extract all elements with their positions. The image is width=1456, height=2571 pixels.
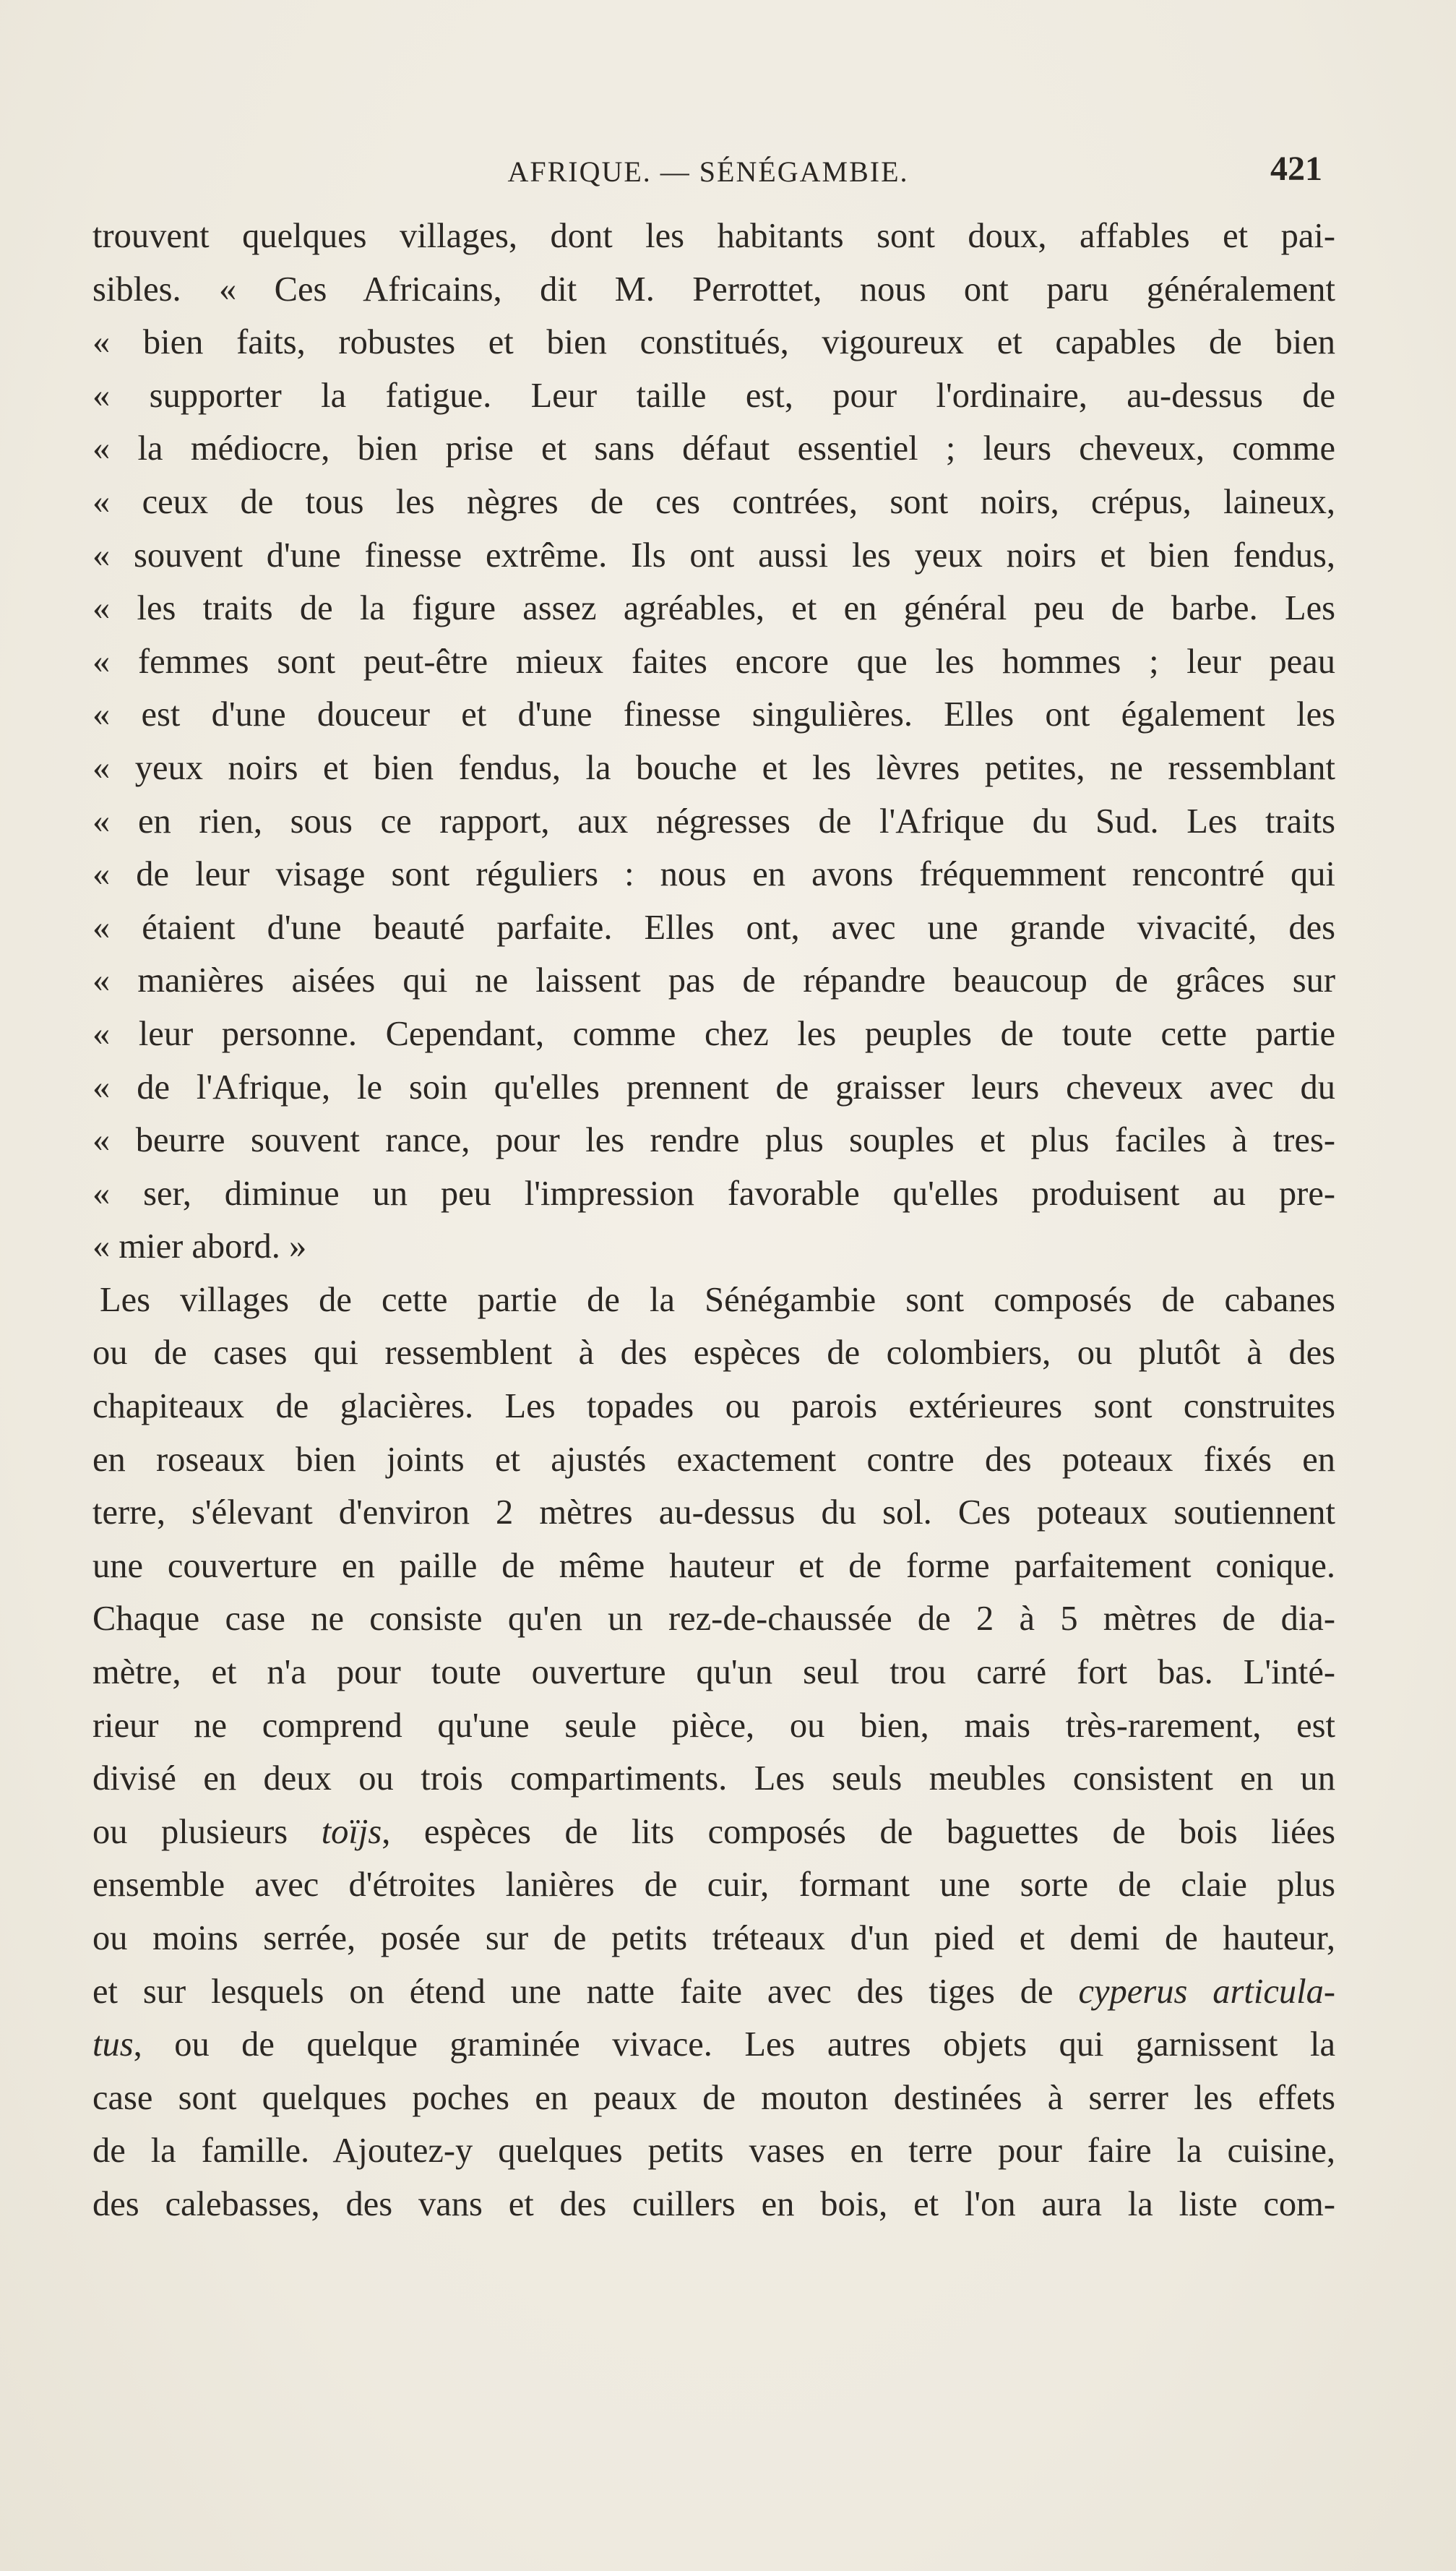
text-line: « ceux de tous les nègres de ces contrées, sont noirs, crépus, laineux, [92,482,1335,521]
text-line: « de leur visage sont réguliers : nous en avons fréquemment rencontré qui [92,855,1335,894]
text-line [92,1965,1335,2019]
text-line: « supporter la fatigue. Leur taille est, pour l'ordinaire, au-dessus de [92,376,1335,415]
text-line: « les traits de la figure assez agréables, et en général peu de barbe. Les [92,589,1335,628]
text-line: « de l'Afrique, le soin qu'elles prennent de graisser leurs cheveux avec du [92,1068,1335,1107]
text-line: rieur ne comprend qu'une seule pièce, ou bien, mais très-rarement, est [92,1706,1335,1745]
text-line: « en rien, sous ce rapport, aux négresses de l'Afrique du Sud. Les traits [92,802,1335,841]
text-segment: , ou de quelque graminée vivace. Les autres objets qui garnissent la [133,2025,1335,2064]
text-line: ou moins serrée, posée sur de petits tréteaux d'un pied et demi de hauteur, [92,1919,1335,1957]
text-line: « souvent d'une finesse extrême. Ils ont aussi les yeux noirs et bien fendus, [92,536,1335,575]
text-line: « est d'une douceur et d'une finesse singulières. Elles ont également les [92,695,1335,734]
text-line: ensemble avec d'étroites lanières de cuir, formant une sorte de claie plus [92,1866,1335,1905]
text-line: « manières aisées qui ne laissent pas de répandre beaucoup de grâces sur [92,961,1335,1000]
italic-term: toïjs [321,1812,382,1851]
text-segment: et sur lesquels on étend une natte faite avec des tiges de [92,1972,1079,2011]
text-line: divisé en deux ou trois compartiments. Les seuls meubles consistent en un [92,1759,1335,1798]
text-line: case sont quelques poches en peaux de mouton destinées à serrer les effets [92,2078,1335,2117]
running-head: AFRIQUE. — SÉNÉGAMBIE. [507,155,909,188]
body-text [92,210,1335,2231]
text-line: Les villages de cette partie de la Sénégambie sont composés de cabanes [100,1280,1335,1319]
text-line: en roseaux bien joints et ajustés exactement contre des poteaux fixés en [92,1440,1335,1479]
text-line: « leur personne. Cependant, comme chez les peuples de toute cette partie [92,1014,1335,1053]
text-line: Chaque case ne consiste qu'en un rez-de-chaussée de 2 à 5 mètres de dia- [92,1600,1335,1639]
italic-term: cyperus articula- [1078,1972,1335,2011]
text-line: sibles. « Ces Africains, dit M. Perrottet, nous ont paru généralement [92,270,1335,309]
text-line [92,2018,1335,2072]
text-line [92,1806,1335,1859]
text-line: des calebasses, des vans et des cuillers en bois, et l'on aura la liste com- [92,2184,1335,2223]
text-line: mètre, et n'a pour toute ouverture qu'un seul trou carré fort bas. L'inté- [92,1653,1335,1692]
text-line: « ser, diminue un peu l'impression favorable qu'elles produisent au pre- [92,1174,1335,1213]
text-segment: , espèces de lits composés de baguettes de bois liées [382,1812,1335,1851]
text-line: « femmes sont peut-être mieux faites encore que les hommes ; leur peau [92,642,1335,681]
text-line: « yeux noirs et bien fendus, la bouche et les lèvres petites, ne ressemblant [92,748,1335,787]
text-line: « étaient d'une beauté parfaite. Elles ont, avec une grande vivacité, des [92,908,1335,947]
text-line: de la famille. Ajoutez-y quelques petits vases en terre pour faire la cuisine, [92,2132,1335,2171]
italic-term: tus [92,2025,134,2064]
page-number: 421 [1270,150,1322,188]
page-header [94,149,1322,192]
text-line: « beurre souvent rance, pour les rendre plus souples et plus faciles à tres- [92,1121,1335,1160]
text-line: chapiteaux de glacières. Les topades ou parois extérieures sont construites [92,1387,1335,1426]
text-line: « bien faits, robustes et bien constitués, vigoureux et capables de bien [92,323,1335,362]
text-line: « mier abord. » [92,1227,307,1266]
text-line: ou de cases qui ressemblent à des espèces de colombiers, ou plutôt à des [92,1334,1335,1373]
text-line: « la médiocre, bien prise et sans défaut essentiel ; leurs cheveux, comme [92,429,1335,468]
text-line: terre, s'élevant d'environ 2 mètres au-dessus du sol. Ces poteaux soutiennent [92,1493,1335,1532]
text-line: une couverture en paille de même hauteur et de forme parfaitement conique. [92,1546,1335,1585]
text-line: trouvent quelques villages, dont les habitants sont doux, affables et pai- [92,217,1335,255]
text-segment: ou plusieurs [92,1812,322,1851]
